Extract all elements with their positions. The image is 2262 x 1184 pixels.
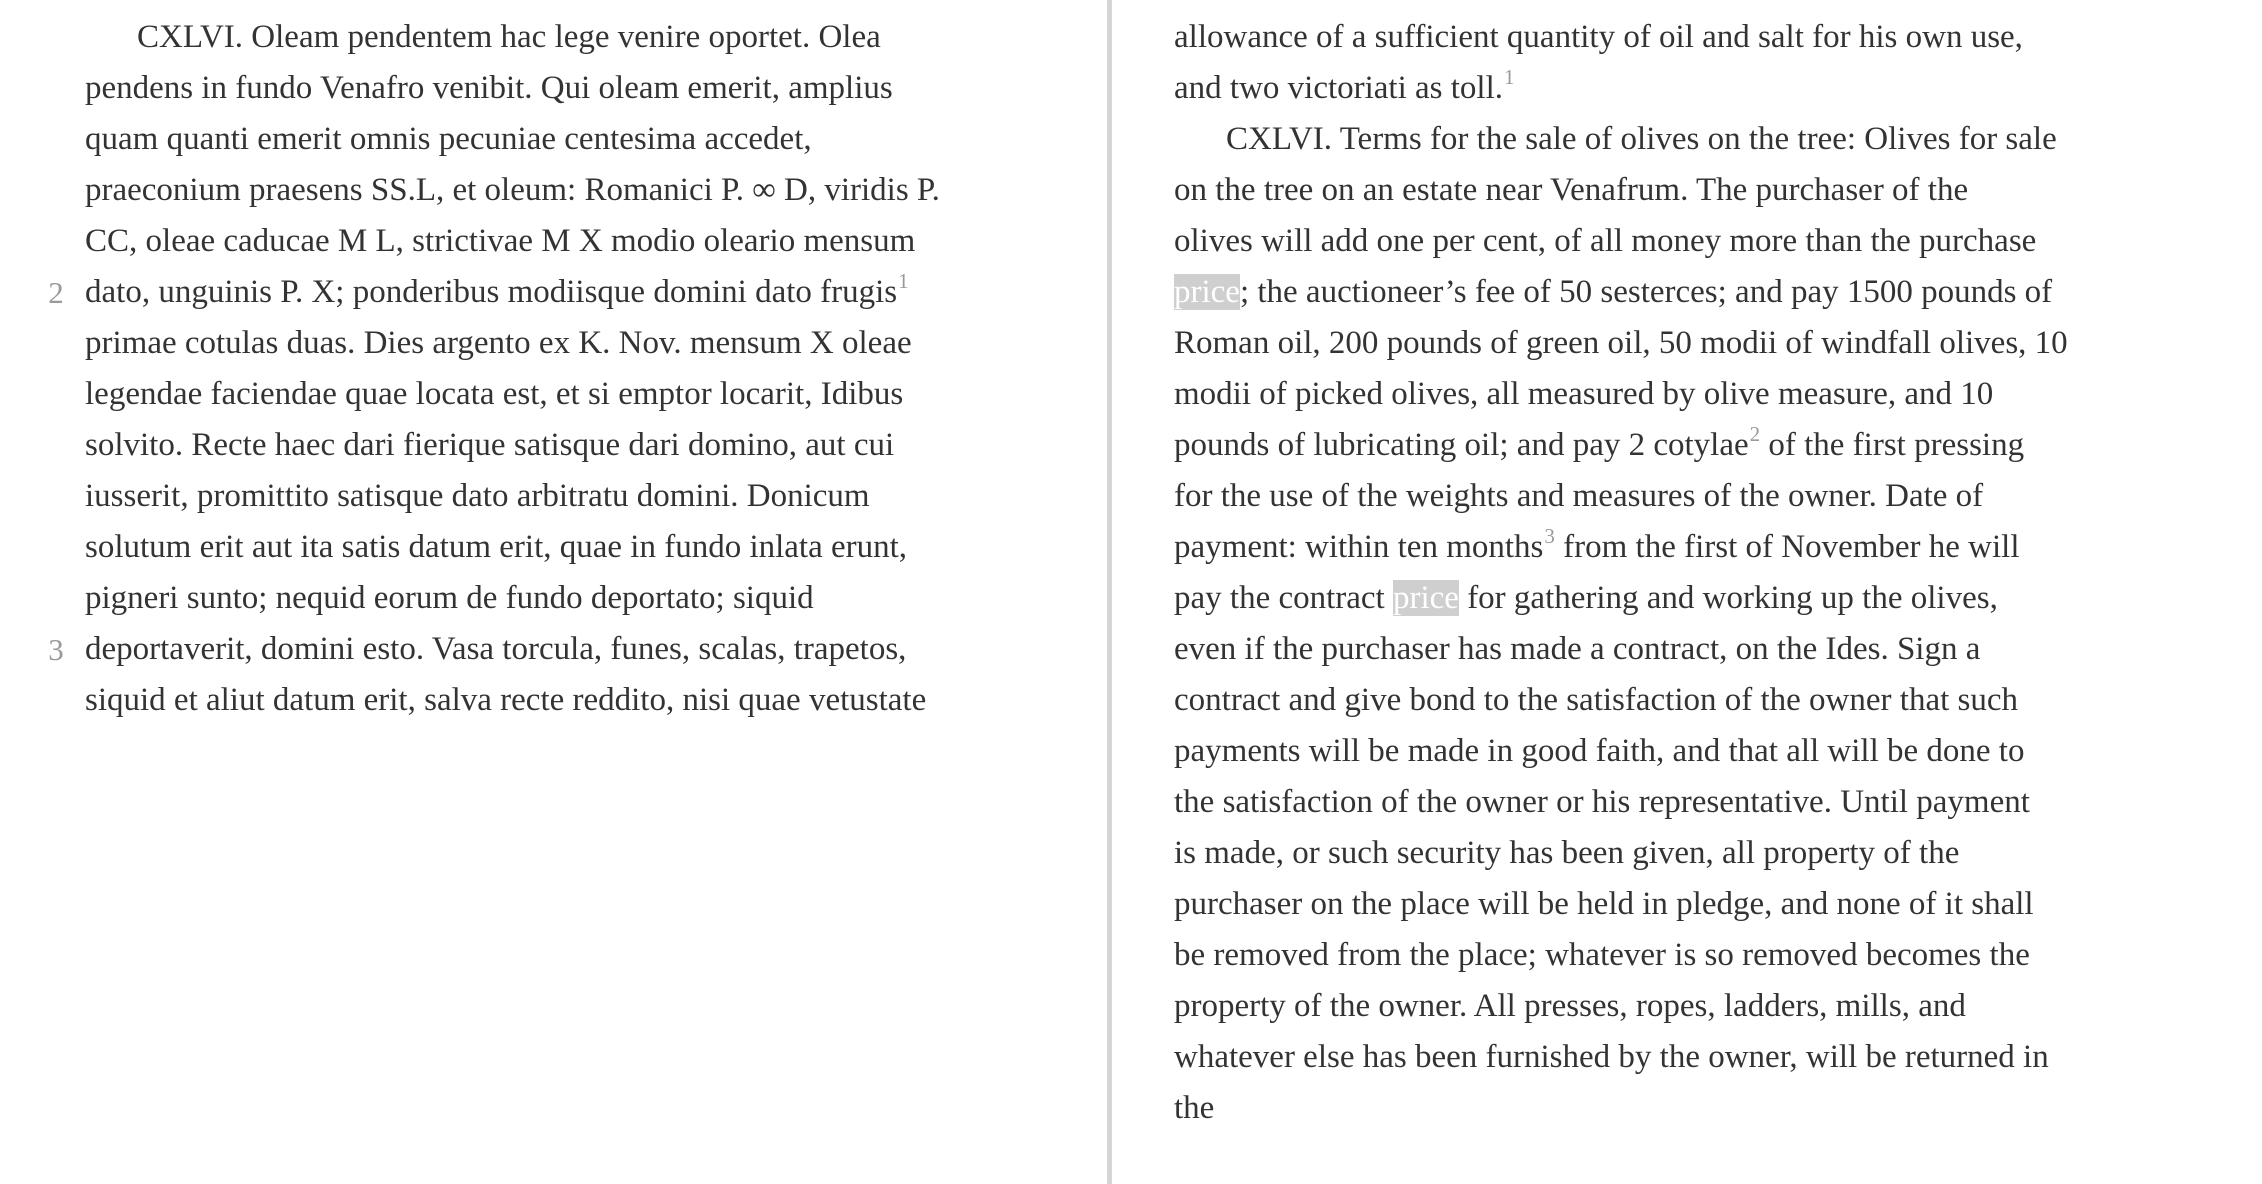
line-text: ; the auctioneer’s fee of 50 sesterces; and pay 1500 pounds of [1239, 274, 2053, 310]
line-text: on the tree on an estate near Venafrum. The purchaser of the [1174, 172, 1969, 208]
text-line [48, 267, 940, 318]
text-line [1174, 930, 2068, 981]
line-text: legendae faciendae quae locata est, et si emptor locarit, Idibus [85, 376, 904, 412]
text-line [1174, 267, 2068, 318]
text-line [85, 216, 940, 267]
text-line [1174, 1083, 2068, 1134]
line-text: siquid et aliut datum erit, salva recte reddito, nisi quae vetustate [85, 682, 927, 718]
line-text: and two victoriati as toll. [1174, 70, 1504, 106]
text-line [1174, 624, 2068, 675]
latin-text-lines [48, 0, 940, 718]
line-text: pendens in fundo Venafro venibit. Qui oleam emerit, amplius [85, 70, 893, 106]
line-text: pigneri sunto; nequid eorum de fundo deportato; siquid [85, 580, 814, 616]
line-number: 2 [48, 275, 64, 310]
footnote-marker[interactable]: 1 [1504, 65, 1515, 89]
text-line [85, 573, 940, 624]
text-line [1174, 216, 2068, 267]
text-line [1174, 726, 2068, 777]
text-line [85, 522, 940, 573]
text-line [1174, 522, 2068, 573]
line-text: CXLVI. Oleam pendentem hac lege venire oportet. Olea [137, 19, 881, 55]
text-line [1174, 573, 2068, 624]
line-text: CXLVI. Terms for the sale of olives on the tree: Olives for sale [1226, 121, 2057, 157]
line-text: is made, or such security has been given, all property of the [1174, 835, 1960, 871]
line-text: praeconium praesens SS.L, et oleum: Romanici P. ∞ D, viridis P. [85, 172, 940, 208]
text-line [85, 165, 940, 216]
text-line [85, 675, 940, 726]
line-text: iusserit, promittito satisque dato arbitratu domini. Donicum [85, 478, 870, 514]
line-text: solvito. Recte haec dari fierique satisque dari domino, aut cui [85, 427, 895, 463]
text-line [1174, 981, 2068, 1032]
text-line [1174, 114, 2068, 165]
line-number: 3 [48, 632, 64, 667]
line-text: quam quanti emerit omnis pecuniae centesima accedet, [85, 121, 812, 157]
english-translation-pane [1114, 0, 2262, 1184]
footnote-marker[interactable]: 2 [1749, 422, 1761, 446]
line-text: purchaser on the place will be held in pledge, and none of it shall [1174, 886, 2034, 922]
text-line [48, 624, 940, 675]
text-line [1174, 63, 2068, 114]
line-text: payment: within ten months [1174, 529, 1544, 565]
line-text: CC, oleae caducae M L, strictivae M X modio oleario mensum [85, 223, 916, 259]
line-text: modii of picked olives, all measured by olive measure, and 10 [1174, 376, 1994, 412]
line-text: the satisfaction of the owner or his representative. Until payment [1174, 784, 2030, 820]
line-text: pay the contract [1174, 580, 1393, 616]
line-text: allowance of a sufficient quantity of oil and salt for his own use, [1174, 19, 2023, 55]
text-line [1174, 12, 2068, 63]
text-line [1174, 879, 2068, 930]
text-line [85, 114, 940, 165]
line-text: whatever else has been furnished by the owner, will be returned in [1174, 1039, 2049, 1075]
latin-text-pane [0, 0, 1106, 1184]
line-text: Roman oil, 200 pounds of green oil, 50 modii of windfall olives, 10 [1174, 325, 2068, 361]
line-text: of the first pressing [1760, 427, 2025, 463]
line-text: solutum erit aut ita satis datum erit, quae in fundo inlata erunt, [85, 529, 908, 565]
line-text: payments will be made in good faith, and that all will be done to [1174, 733, 2025, 769]
text-line [1174, 1032, 2068, 1083]
text-line [85, 420, 940, 471]
text-line [1174, 777, 2068, 828]
text-line [85, 369, 940, 420]
text-line [1174, 369, 2068, 420]
text-line [85, 471, 940, 522]
line-text: property of the owner. All presses, ropes, ladders, mills, and [1174, 988, 1966, 1024]
line-text: even if the purchaser has made a contract, on the Ides. Sign a [1174, 631, 1981, 667]
text-line [1174, 420, 2068, 471]
line-text: for the use of the weights and measures of the owner. Date of [1174, 478, 1984, 514]
line-text: deportaverit, domini esto. Vasa torcula, funes, scalas, trapetos, [85, 631, 907, 667]
line-text: dato, unguinis P. X; ponderibus modiisque domini dato frugis [85, 274, 898, 310]
line-text: olives will add one per cent, of all money more than the purchase [1174, 223, 2037, 259]
pane-divider[interactable] [1107, 0, 1112, 1184]
english-text-lines [1174, 0, 2068, 1126]
footnote-marker[interactable]: 3 [1544, 524, 1555, 548]
line-text: primae cotulas duas. Dies argento ex K. Nov. mensum X oleae [85, 325, 912, 361]
text-line [1174, 828, 2068, 879]
text-line [1174, 165, 2068, 216]
line-text: for gathering and working up the olives, [1458, 580, 1998, 616]
search-highlight[interactable]: price [1392, 580, 1459, 616]
line-text: from the first of November he will [1554, 529, 2020, 565]
line-text: the [1174, 1090, 1215, 1126]
text-line [85, 63, 940, 114]
footnote-marker[interactable]: 1 [898, 269, 909, 293]
text-line [1174, 318, 2068, 369]
search-highlight[interactable]: price [1174, 274, 1240, 310]
text-line [1174, 471, 2068, 522]
line-text: pounds of lubricating oil; and pay 2 cotylae [1174, 427, 1749, 463]
text-line [1174, 675, 2068, 726]
line-text: be removed from the place; whatever is so removed becomes the [1174, 937, 2030, 973]
line-text: contract and give bond to the satisfaction of the owner that such [1174, 682, 2018, 718]
text-line [85, 12, 940, 63]
text-line [85, 318, 940, 369]
